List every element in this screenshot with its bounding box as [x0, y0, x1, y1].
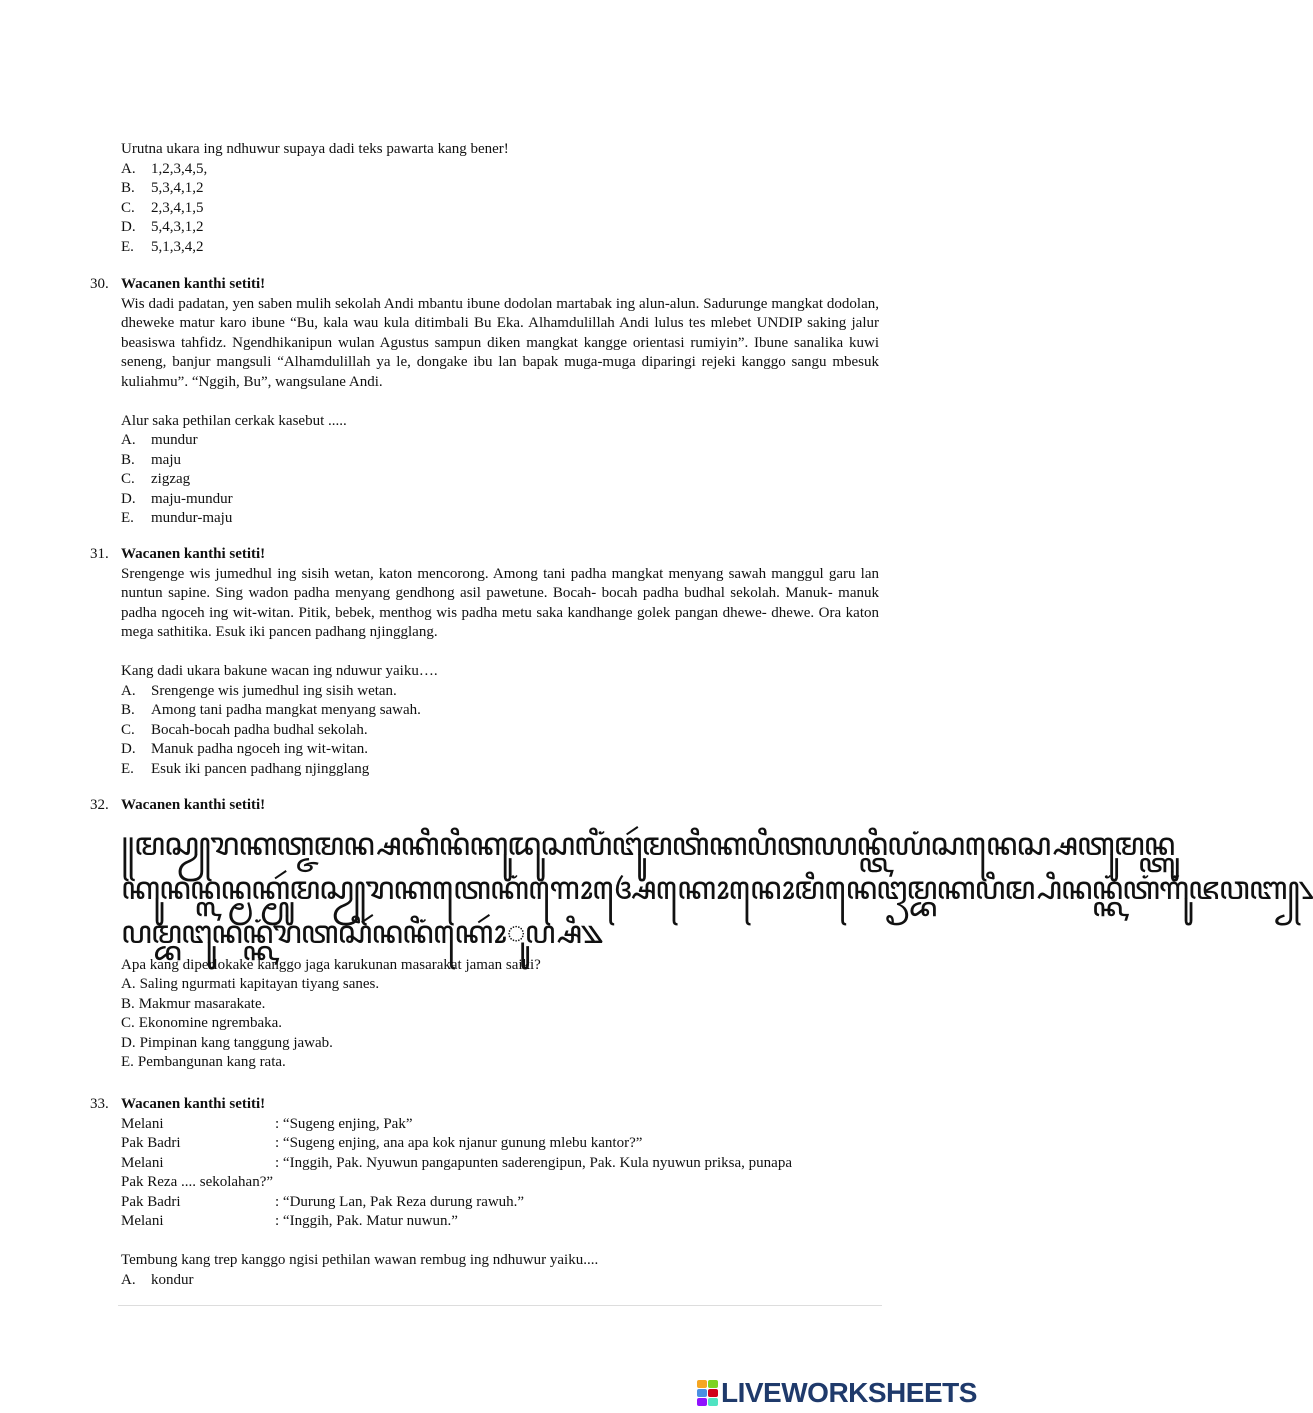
option-a[interactable]: [121, 975, 879, 995]
option-letter: E.: [121, 1054, 134, 1070]
option-letter: A.: [121, 432, 136, 448]
option-b[interactable]: [121, 179, 879, 199]
option-text: Saling ngurmati kapitayan tiyang sanes.: [139, 976, 380, 992]
utterance: : “Inggih, Pak. Nyuwun pangapunten saderengipun, Pak. Kula nyuwun priksa, punapa: [275, 1154, 792, 1171]
option-letter: C.: [121, 199, 135, 216]
option-a[interactable]: [121, 1271, 879, 1291]
option-d[interactable]: [121, 490, 879, 510]
question-text: Tembung kang trep kanggo ngisi pethilan wawan rembug ing ndhuwur yaiku....: [121, 1252, 599, 1268]
option-text: Makmur masarakate.: [138, 995, 266, 1012]
liveworksheets-logo-icon: [697, 1380, 717, 1406]
option-a[interactable]: [121, 682, 879, 702]
option-a[interactable]: [121, 160, 879, 180]
option-text: Among tani padha mangkat menyang sawah.: [151, 702, 421, 718]
speaker: Melani: [121, 1115, 164, 1132]
option-letter: A.: [121, 976, 136, 992]
javanese-line: ꦏꦸꦤꦤ꧀ꦭꦤ꧀ꦩꦏ꧀ꦩꦸꦂꦩꦱꦾꦫꦏꦠꦺꦏꦁꦒꦺꦴꦄꦺꦏꦺꦴꦤꦺꦴꦩꦶꦤꦺꦔꦽꦩ꧀ꦧꦏꦥꦶꦩ꧀ꦥꦶꦤꦤ꧀ꦏꦁꦠꦁꦒꦸꦁꦗꦮꦧ꧀꧈: [121, 868, 1313, 907]
option-letter: B.: [121, 180, 135, 196]
option-text: Bocah-bocah padha budhal sekolah.: [151, 721, 368, 738]
option-letter: B.: [121, 702, 135, 718]
option-b[interactable]: [121, 701, 879, 721]
option-text: mundur: [151, 432, 198, 448]
dialogue-line: [121, 1154, 879, 1174]
footer-divider: [118, 1305, 882, 1306]
option-d[interactable]: [121, 1034, 879, 1054]
question-29: [121, 140, 879, 257]
option-letter: D.: [121, 490, 136, 507]
question-heading: Wacanen kanthi setiti!: [121, 1096, 266, 1112]
option-letter: A.: [121, 682, 136, 699]
option-text: mundur-maju: [151, 510, 233, 526]
liveworksheets-logo[interactable]: [697, 1378, 977, 1408]
option-text: Esuk iki pancen padhang njingglang: [151, 760, 370, 777]
javanese-script-passage: [121, 822, 1313, 954]
option-letter: B.: [121, 451, 135, 468]
utterance-continuation: Pak Reza .... sekolahan?”: [121, 1174, 274, 1190]
option-letter: D.: [121, 741, 136, 757]
option-d[interactable]: [121, 740, 879, 760]
question-30: [90, 275, 879, 529]
option-c[interactable]: [121, 199, 879, 219]
option-letter: D.: [121, 219, 136, 235]
option-b[interactable]: [121, 451, 879, 471]
option-text: maju: [151, 451, 181, 468]
option-c[interactable]: [121, 1014, 879, 1034]
reading-passage: Srengenge wis jumedhul ing sisih wetan, katon mencorong. Among tani padha mangkat menyang sawah manggul garu lan nuntun sapine. Sing wadon padha menyang gendhong asil pawetune. Bocah- bocah padha budhal sekolah. Manuk- manuk padha ngoceh ing wit-witan. Pitik, bebek, menthog wis padha metu saka kandhange golek pangan dhewe- dhewe. Ora katon mega sathitika. Esuk iki pancen padhang njingglang.: [121, 565, 879, 640]
question-number: 33.: [90, 1096, 109, 1112]
options-list: [121, 431, 879, 529]
speaker: Melani: [121, 1154, 164, 1171]
speaker: Pak Badri: [121, 1135, 181, 1151]
question-heading: Wacanen kanthi setiti!: [121, 276, 266, 292]
option-c[interactable]: [121, 470, 879, 490]
option-text: 5,1,3,4,2: [151, 238, 204, 255]
option-letter: C.: [121, 1015, 135, 1031]
option-letter: D.: [121, 1034, 136, 1051]
option-e[interactable]: [121, 509, 879, 529]
question-text: Urutna ukara ing ndhuwur supaya dadi teks pawarta kang bener!: [121, 141, 509, 157]
brand-name: LIVEWORKSHEETS: [721, 1377, 977, 1409]
javanese-line: ꧋ꦩꦱꦾꦫꦏꦠ꧀ꦗꦩꦤ꧀ꦱꦏꦶꦤꦶꦏꦸꦢꦸꦱꦭꦶꦁꦔꦸꦂꦩꦠꦶꦏꦥꦶꦠꦪꦤ꧀ꦠꦶꦪꦁꦱꦤꦺꦱ꧀ꦱꦠꦸꦩꦤ꧀ꦠꦸ: [121, 824, 1175, 863]
question-text: Apa kang diperlokake kanggo jaga karukunan masarakat jaman saiki?: [121, 956, 541, 973]
dialogue: [121, 1115, 879, 1232]
dialogue-line: [121, 1212, 879, 1232]
option-e[interactable]: [121, 238, 879, 258]
question-31: [90, 545, 879, 779]
question-32: [90, 796, 1313, 1073]
option-letter: B.: [121, 995, 135, 1012]
option-text: kondur: [151, 1271, 194, 1288]
option-text: Ekonomine ngrembaka.: [138, 1015, 283, 1031]
option-letter: E.: [121, 510, 134, 526]
option-text: 2,3,4,1,5: [151, 199, 204, 216]
question-text: Alur saka pethilan cerkak kasebut .....: [121, 412, 347, 429]
option-text: Pembangunan kang rata.: [137, 1054, 286, 1070]
options-list: [121, 160, 879, 258]
options-list: [121, 1271, 879, 1291]
options-list: [121, 682, 879, 780]
question-33: [90, 1095, 879, 1290]
utterance: : “Sugeng enjing, ana apa kok njanur gunung mlebu kantor?”: [275, 1135, 643, 1151]
question-heading: Wacanen kanthi setiti!: [121, 797, 266, 813]
options-list: [121, 975, 879, 1073]
option-text: 5,3,4,1,2: [151, 180, 204, 196]
option-letter: A.: [121, 160, 136, 177]
question-text: Kang dadi ukara bakune wacan ing nduwur yaiku….: [121, 663, 438, 679]
option-text: 5,4,3,1,2: [151, 219, 204, 235]
option-d[interactable]: [121, 218, 879, 238]
javanese-line: ꦥꦩ꧀ꦧꦔꦸꦤꦤ꧀ꦏꦁꦫꦠꦱꦶꦂꦤꦤꦶꦁꦏꦺꦴꦂꦸꦥ꧀ꦱꦶ꧉: [121, 912, 602, 951]
speaker: Pak Badri: [121, 1193, 181, 1210]
reading-passage: Wis dadi padatan, yen saben mulih sekolah Andi mbantu ibune dodolan martabak ing alun-alun. Sadurunge mangkat dodolan, dheweke matur karo ibune “Bu, kala wau kula ditimbali Bu Eka. Alhamdulillah Andi lulus tes mlebet UNDIP saking jalur beasiswa tahfidz. Ngendhikanipun wulan Agustus sampun diken mangkat kangge orientasi rumiyin”. Ibune sanalika kuwi seneng, banjur mangsuli “Alhamdulillah ya le, dongake ibu lan bapak muga-muga diparingi rejeki kanggo sangu mbesuk kuliahmu”. “Nggih, Bu”, wangsulane Andi.: [121, 295, 879, 390]
option-letter: C.: [121, 721, 135, 738]
question-heading: Wacanen kanthi setiti!: [121, 546, 266, 562]
option-text: Pimpinan kang tanggung jawab.: [139, 1034, 333, 1051]
option-e[interactable]: [121, 1053, 879, 1073]
utterance: : “Sugeng enjing, Pak”: [275, 1115, 413, 1132]
option-letter: E.: [121, 238, 134, 255]
option-text: 1,2,3,4,5,: [151, 160, 208, 177]
question-number: 32.: [90, 797, 109, 813]
option-b[interactable]: [121, 995, 879, 1015]
option-text: maju-mundur: [151, 490, 233, 507]
option-e[interactable]: [121, 760, 879, 780]
option-text: zigzag: [151, 471, 191, 487]
option-letter: A.: [121, 1271, 136, 1288]
utterance: : “Durung Lan, Pak Reza durung rawuh.”: [275, 1193, 525, 1210]
dialogue-line: [121, 1115, 879, 1135]
speaker: Melani: [121, 1213, 164, 1229]
option-text: Manuk padha ngoceh ing wit-witan.: [151, 741, 369, 757]
question-number: 30.: [90, 276, 109, 292]
dialogue-line: [121, 1193, 879, 1213]
option-letter: E.: [121, 760, 134, 777]
option-c[interactable]: [121, 721, 879, 741]
option-a[interactable]: [121, 431, 879, 451]
utterance: : “Inggih, Pak. Matur nuwun.”: [275, 1213, 458, 1229]
dialogue-line: [121, 1134, 879, 1154]
option-text: Srengenge wis jumedhul ing sisih wetan.: [151, 682, 397, 699]
question-number: 31.: [90, 546, 109, 562]
option-letter: C.: [121, 471, 135, 487]
